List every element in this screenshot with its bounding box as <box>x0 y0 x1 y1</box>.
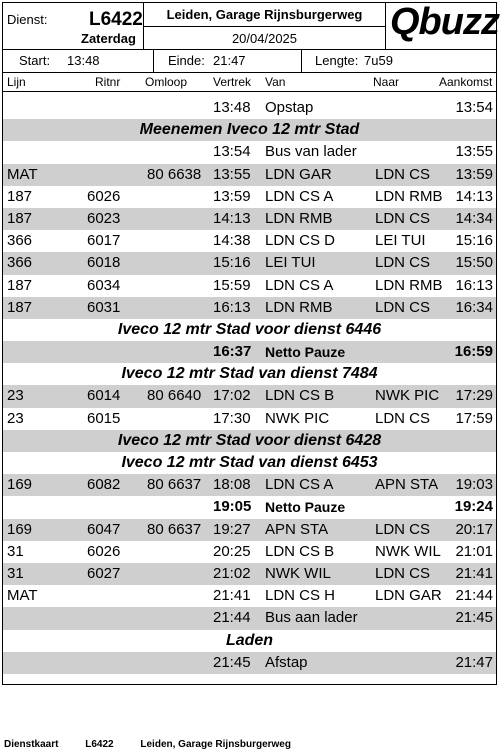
start-time: 13:48 <box>67 53 100 68</box>
cell-van: LDN CS D <box>265 232 336 250</box>
cell-lijn: 169 <box>7 476 33 494</box>
divider <box>144 26 385 27</box>
cell-lijn: MAT <box>7 165 38 183</box>
cell-omloop: 80 6640 <box>147 387 202 405</box>
cell-aankomst: 16:59 <box>454 343 493 361</box>
cell-aankomst: 13:59 <box>455 165 493 183</box>
cell-vertrek: 16:37 <box>213 343 252 361</box>
cell-ritnr: 6026 <box>87 542 121 560</box>
trip-row <box>3 252 496 274</box>
cell-lijn: 23 <box>7 409 24 427</box>
trip-row <box>3 186 496 208</box>
col-ritnr: Ritnr <box>95 75 121 89</box>
cell-aankomst: 16:13 <box>455 276 493 294</box>
trip-row <box>3 164 496 186</box>
cell-lijn: MAT <box>7 587 38 605</box>
cell-vertrek: 21:45 <box>213 653 251 671</box>
cell-aankomst: 20:17 <box>455 520 493 538</box>
cell-lijn: 23 <box>7 387 24 405</box>
cell-lijn: 366 <box>7 254 33 272</box>
cell-vertrek: 21:02 <box>213 564 251 582</box>
trip-row <box>3 563 496 585</box>
cell-van: NWK WIL <box>265 564 331 582</box>
cell-van: LEI TUI <box>265 254 316 272</box>
cell-omloop: 80 6638 <box>147 165 202 183</box>
column-headers <box>3 73 496 92</box>
cell-aankomst: 21:45 <box>455 609 493 627</box>
section-row <box>3 319 496 341</box>
cell-naar: NWK PIC <box>375 387 440 405</box>
cell-vertrek: 15:59 <box>213 276 251 294</box>
cell-aankomst: 13:55 <box>455 143 493 161</box>
day-label: Zaterdag <box>81 31 136 46</box>
cell-ritnr: 6034 <box>87 276 121 294</box>
cell-aankomst: 15:50 <box>455 254 493 272</box>
cell-van: LDN GAR <box>265 165 332 183</box>
footer <box>4 739 315 750</box>
cell-vertrek: 15:16 <box>213 254 251 272</box>
cell-van: LDN CS A <box>265 187 334 205</box>
cell-vertrek: 18:08 <box>213 476 251 494</box>
cell-vertrek: 14:38 <box>213 232 251 250</box>
section-title: Laden <box>225 631 274 649</box>
logo-cell <box>386 1 499 49</box>
col-naar: Naar <box>373 75 400 89</box>
trip-row <box>3 141 496 163</box>
trip-row <box>3 97 496 119</box>
section-row <box>3 630 496 652</box>
info-bar <box>3 50 496 73</box>
schedule-table <box>3 97 496 674</box>
section-title: Iveco 12 mtr Stad van dienst 7484 <box>121 365 378 383</box>
cell-naar: LEI TUI <box>375 232 426 250</box>
col-lijn: Lijn <box>7 75 26 89</box>
cell-van: Bus van lader <box>265 143 357 161</box>
cell-omloop: 80 6637 <box>147 520 202 538</box>
cell-lijn: 187 <box>7 187 33 205</box>
pause-row <box>3 496 496 518</box>
cell-vertrek: 19:27 <box>213 520 251 538</box>
cell-naar: LDN RMB <box>375 187 443 205</box>
cell-van: LDN RMB <box>265 209 333 227</box>
cell-vertrek: 13:48 <box>213 99 251 116</box>
cell-ritnr: 6031 <box>87 298 121 316</box>
cell-ritnr: 6018 <box>87 254 121 272</box>
cell-ritnr: 6047 <box>87 520 121 538</box>
cell-vertrek: 21:41 <box>213 587 251 605</box>
date: 20/04/2025 <box>231 31 298 46</box>
trip-row <box>3 275 496 297</box>
cell-naar: LDN CS <box>375 254 431 272</box>
trip-row <box>3 519 496 541</box>
cell-ritnr: 6023 <box>87 209 121 227</box>
trip-row <box>3 607 496 629</box>
cell-vertrek: 17:02 <box>213 387 251 405</box>
cell-van: LDN RMB <box>265 298 333 316</box>
cell-vertrek: 13:59 <box>213 187 251 205</box>
cell-lijn: 366 <box>7 232 33 250</box>
location: Leiden, Garage Rijnsburgerweg <box>166 7 363 22</box>
cell-ritnr: 6015 <box>87 409 121 427</box>
cell-van: Netto Pauze <box>265 499 346 516</box>
cell-aankomst: 21:44 <box>455 587 493 605</box>
einde-time: 21:47 <box>213 53 246 68</box>
lengte-value: 7u59 <box>364 53 393 68</box>
einde-label: Einde: <box>168 53 205 68</box>
section-title: Iveco 12 mtr Stad van dienst 6453 <box>121 454 378 471</box>
cell-aankomst: 15:16 <box>455 232 493 250</box>
col-aankomst: Aankomst <box>439 75 493 89</box>
cell-aankomst: 19:24 <box>454 498 493 516</box>
section-title: Iveco 12 mtr Stad voor dienst 6446 <box>117 320 382 338</box>
cell-naar: APN STA <box>375 476 439 494</box>
section-row <box>3 430 496 452</box>
cell-aankomst: 21:01 <box>455 542 493 560</box>
cell-vertrek: 21:44 <box>213 609 251 627</box>
section-row <box>3 452 496 474</box>
cell-lijn: 31 <box>7 542 24 560</box>
cell-aankomst: 13:54 <box>455 99 493 116</box>
cell-vertrek: 14:13 <box>213 209 251 227</box>
cell-vertrek: 19:05 <box>213 498 252 516</box>
col-omloop: Omloop <box>145 75 188 89</box>
cell-van: LDN CS A <box>265 476 334 494</box>
cell-aankomst: 16:34 <box>455 298 493 316</box>
cell-van: APN STA <box>265 520 329 538</box>
cell-van: Opstap <box>265 99 314 116</box>
cell-aankomst: 17:59 <box>455 409 493 427</box>
cell-van: Bus aan lader <box>265 609 358 627</box>
dienst-number: L6422 <box>89 9 143 30</box>
pause-row <box>3 341 496 363</box>
cell-lijn: 187 <box>7 209 33 227</box>
cell-ritnr: 6014 <box>87 387 121 405</box>
divider <box>301 50 302 72</box>
cell-aankomst: 14:34 <box>455 209 493 227</box>
cell-van: LDN CS A <box>265 276 334 294</box>
trip-row <box>3 585 496 607</box>
section-row <box>3 363 496 385</box>
trip-row <box>3 208 496 230</box>
cell-vertrek: 16:13 <box>213 298 251 316</box>
cell-aankomst: 17:29 <box>455 387 493 405</box>
dienst-label: Dienst: <box>7 12 48 27</box>
cell-ritnr: 6027 <box>87 564 121 582</box>
cell-van: NWK PIC <box>265 409 330 427</box>
col-van: Van <box>265 75 286 89</box>
lengte-label: Lengte: <box>315 53 359 68</box>
trip-row <box>3 297 496 319</box>
dienstkaart <box>2 2 497 685</box>
trip-row <box>3 541 496 563</box>
cell-naar: LDN RMB <box>375 276 443 294</box>
start-label: Start: <box>19 53 51 68</box>
footer-label: Dienstkaart <box>4 739 59 750</box>
cell-naar: LDN CS <box>375 298 431 316</box>
cell-naar: LDN CS <box>375 165 431 183</box>
section-row <box>3 119 496 141</box>
cell-ritnr: 6017 <box>87 232 121 250</box>
cell-naar: LDN CS <box>375 520 431 538</box>
cell-van: LDN CS B <box>265 387 335 405</box>
cell-van: LDN CS H <box>265 587 336 605</box>
footer-dienst: L6422 <box>85 739 114 750</box>
trip-row <box>3 474 496 496</box>
cell-vertrek: 13:55 <box>213 165 251 183</box>
cell-aankomst: 14:13 <box>455 187 493 205</box>
cell-naar: LDN CS <box>375 209 431 227</box>
cell-vertrek: 20:25 <box>213 542 251 560</box>
cell-lijn: 31 <box>7 564 24 582</box>
cell-lijn: 187 <box>7 298 33 316</box>
cell-vertrek: 13:54 <box>213 143 251 161</box>
cell-vertrek: 17:30 <box>213 409 251 427</box>
cell-aankomst: 19:03 <box>455 476 493 494</box>
header <box>3 1 499 50</box>
location-cell <box>144 3 386 49</box>
cell-naar: LDN CS <box>375 564 431 582</box>
section-title: Iveco 12 mtr Stad voor dienst 6428 <box>117 431 382 449</box>
section-title: Meenemen Iveco 12 mtr Stad <box>139 121 360 139</box>
cell-lijn: 187 <box>7 276 33 294</box>
cell-ritnr: 6082 <box>87 476 121 494</box>
trip-row <box>3 408 496 430</box>
cell-aankomst: 21:47 <box>455 653 493 671</box>
trip-row <box>3 652 496 674</box>
cell-van: LDN CS B <box>265 542 335 560</box>
cell-ritnr: 6026 <box>87 187 121 205</box>
divider <box>153 50 154 72</box>
cell-aankomst: 21:41 <box>455 564 493 582</box>
footer-location: Leiden, Garage Rijnsburgerweg <box>140 739 291 750</box>
cell-van: Afstap <box>265 653 308 671</box>
trip-row <box>3 385 496 407</box>
cell-omloop: 80 6637 <box>147 476 202 494</box>
cell-naar: LDN GAR <box>375 587 442 605</box>
cell-lijn: 169 <box>7 520 33 538</box>
col-vertrek: Vertrek <box>213 75 252 89</box>
cell-naar: NWK WIL <box>375 542 441 560</box>
cell-van: Netto Pauze <box>265 344 346 361</box>
qbuzz-logo: Qbuzz <box>390 1 499 43</box>
dienst-cell <box>3 3 144 49</box>
cell-naar: LDN CS <box>375 409 431 427</box>
trip-row <box>3 230 496 252</box>
